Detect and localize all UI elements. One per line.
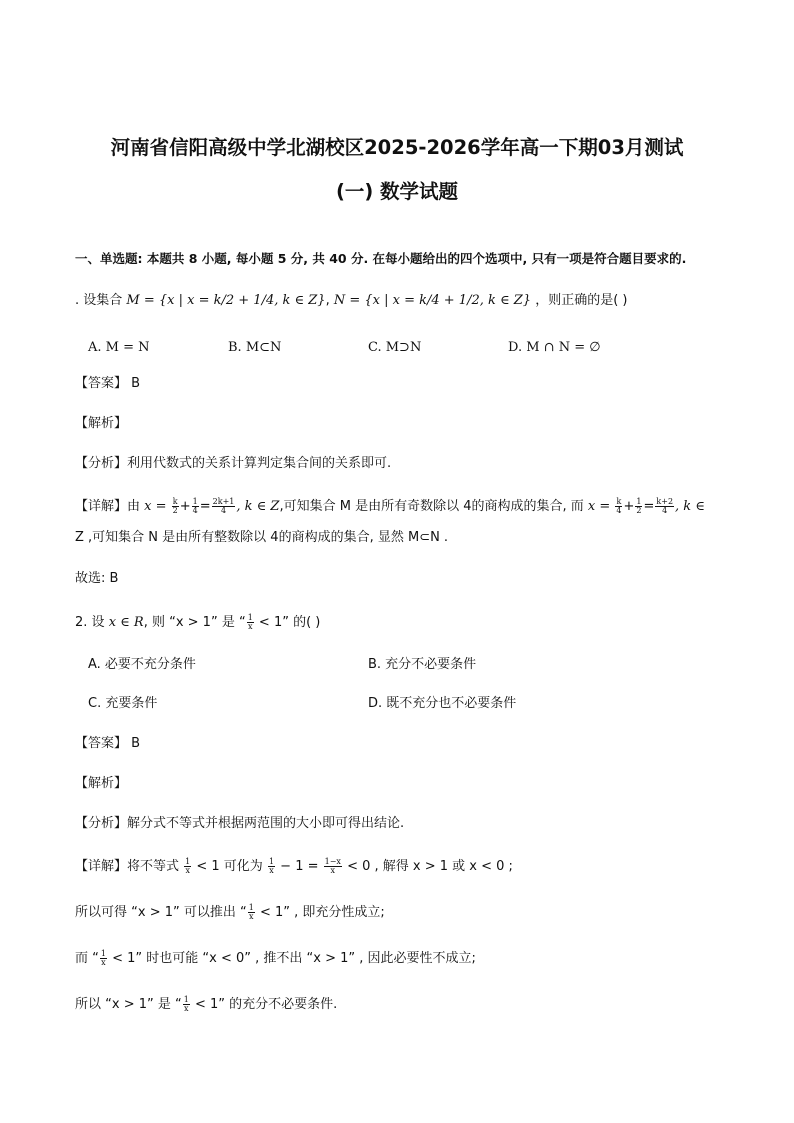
q2-answer: 【答案】 B [75,736,141,751]
question-1-suffix: ，则正确的是( ) [535,293,628,308]
document-title-line-1: 河南省信阳高级中学北湖校区2025-2026学年高一下期03月测试 [110,136,684,159]
q2-stem-end: < 1” 的( ) [254,615,321,630]
q2-detail-text-1: < 1 可化为 [192,859,263,874]
q2-line4-text-b: < 1” 的充分不必要条件. [190,997,338,1012]
q1-answer: 【答案】 B [75,376,141,391]
q2-stem-number: 2. 设 [75,615,105,630]
fraction: $\frac{1}{x}$ [183,995,189,1013]
q2-detail-text-3: < 0 , 解得 x > 1 或 x < 0 ; [342,859,513,874]
q2-detail-line-1 [75,858,513,876]
q1-detail-text: ,可知集合 M 是由所有奇数除以 4的商构成的集合, 而 [279,499,584,514]
document-title-line-2: (一) 数学试题 [335,180,459,203]
q2-detail-label: 【详解】将不等式 [75,859,180,874]
q1-detail-line-2: Z ,可知集合 N 是由所有整数除以 4的商构成的集合, 显然 M⊂N . [75,530,449,545]
q1-conclusion: 故选: B [75,571,119,586]
q2-line4-text-a: 所以 “x > 1” 是 “ [75,997,182,1012]
q2-detail-line-3 [75,950,476,968]
fraction: $\frac{k}{4}$ [616,497,622,515]
q2-stem-text: , 则 “x > 1” 是 “ [143,615,246,630]
fraction: $\frac{k+2}{4}$ [656,497,674,515]
q2-line3-text-a: 而 “ [75,951,99,966]
fraction: $\frac{1}{x}$ [248,903,254,921]
q1-option-b: B. M⊂N [228,340,282,355]
q2-line3-text-b: < 1” 时也可能 “x < 0” , 推不出 “x > 1” , 因此必要性不成立; [107,951,476,966]
q2-detail-line-2 [75,904,385,922]
q1-analysis-label: 【解析】 [75,416,128,431]
q2-method: 【分析】解分式不等式并根据两范围的大小即可得出结论. [75,816,405,831]
q2-detail-line-4 [75,996,337,1014]
q2-stem-domain: x ∈ R [108,615,144,630]
fraction: $\frac{1}{x}$ [247,613,253,631]
set-m-definition: M = {x | x = k/2 + 1/4, k ∈ Z} [126,293,326,308]
set-n-definition: N = {x | x = k/4 + 1/2, k ∈ Z} [333,293,532,308]
fraction: $\frac{1}{x}$ [100,949,106,967]
fraction: $\frac{k}{2}$ [172,497,178,515]
section-heading: 一、单选题: 本题共 8 小题, 每小题 5 分, 共 40 分. 在每小题给出的四个选项中, 只有一项是符合题目要求的. [75,251,687,266]
fraction: $\frac{1}{x}$ [268,857,275,875]
question-1-stem: . 设集合 M = {x | x = k/2 + 1/4, k ∈ Z}, N = {x | x = k/4 + 1/2, k ∈ Z} ，则正确的是( ) [75,293,628,308]
q1-option-c: C. M⊃N [368,340,422,355]
q1-detail-label: 【详解】由 [75,499,141,514]
q2-analysis-label: 【解析】 [75,776,128,791]
q1-detail-line-1: 【详解】由 x = $\frac{k}{2}$ + $\frac{1}{4}$ = $\frac{2k+1}{4}$ , k ∈ Z,可知集合 M 是由所有奇数除以 4的商构成的集合, 而 x = $\frac{k}{4}$ + $\frac{1}{2}$ = $\frac{k+2}{4}$ , k ∈ [75,497,705,515]
q1-method: 【分析】利用代数式的关系计算判定集合间的关系即可. [75,456,392,471]
fraction: $\frac{2k+1}{4}$ [212,497,235,515]
q2-option-a: A. 必要不充分条件 [88,657,196,672]
fraction: $\frac{1}{4}$ [192,497,198,515]
fraction: $\frac{1}{2}$ [636,497,642,515]
q2-line2-text-b: < 1” , 即充分性成立; [255,905,385,920]
fraction: $\frac{1-x}{x}$ [324,857,341,875]
q2-line2-text-a: 所以可得 “x > 1” 可以推出 “ [75,905,247,920]
fraction: $\frac{1}{x}$ [185,857,191,875]
q2-option-c: C. 充要条件 [88,696,158,711]
q2-option-d: D. 既不充分也不必要条件 [368,696,517,711]
q1-option-a: A. M = N [88,340,150,355]
question-2-stem [75,614,320,632]
question-1-prefix: . 设集合 [75,293,123,308]
q1-option-d: D. M ∩ N = ∅ [508,340,601,355]
q2-option-b: B. 充分不必要条件 [368,657,477,672]
q2-detail-text-2: − 1 = [276,859,319,874]
